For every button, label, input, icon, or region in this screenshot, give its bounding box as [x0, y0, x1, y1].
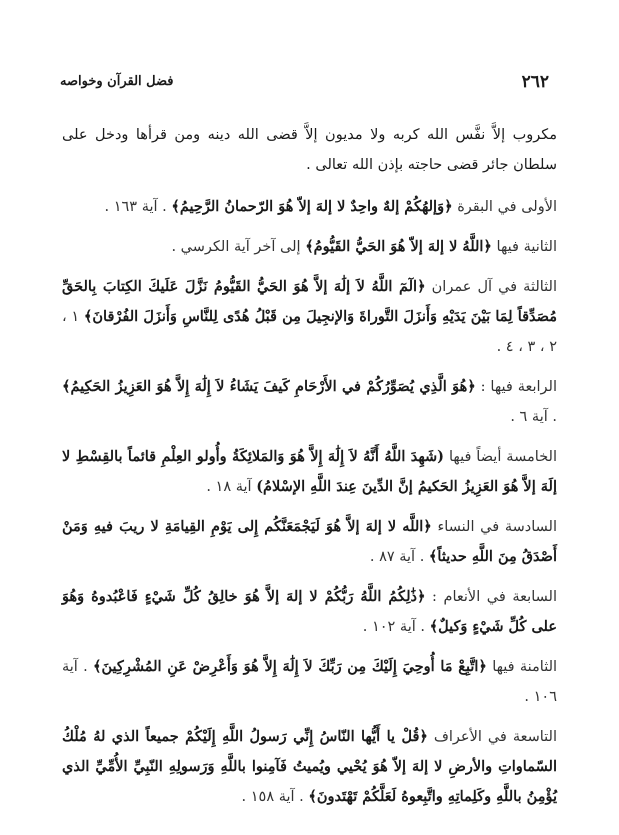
- intro-paragraph: مكروب إلاَّ نفَّس الله كربه ولا مديون إلاَّ قضى الله دينه ومن قرأها ودخل على سلطان جائر قضى حاجته بإذن الله تعالى .: [62, 127, 557, 173]
- verse-3-text: ﴿الٓمٓ اللَّهُ لاَ إلَٰهَ إلاَّ هُوَ الحَيُّ القَيُّومُ نَزَّلَ عَلَيكَ الكِتابَ بِالحَقِّ مُصَدِّقاً لِمَا بَيْنَ يَدَيْهِ وَأَنزَلَ التَّوراةَ وَالإنجِيلَ مِن قَبْلُ هُدًى لِلنَّاسِ وَأَنزَلَ الفُرْقانَ﴾: [62, 278, 557, 325]
- verse-8-lead: الثامنة فيها: [492, 659, 558, 675]
- verse-paragraph-1: [62, 192, 557, 222]
- verse-4-text: ﴿هُوَ الَّذِي يُصَوِّرُكُمْ في الأَرْحَامِ كَيفَ يَشَاءُ لاَ إِلَٰهَ إِلاَّ هُوَ العَزِيزُ الحَكِيمُ﴾: [62, 378, 476, 395]
- verse-9-ref: . آية ١٥٨ .: [241, 789, 304, 805]
- page-number: ٢٦٢: [521, 72, 549, 92]
- verse-6-text: ﴿اللَّه لا إلهَ إلاَّ هُوَ لَيَجْمَعَنَّكُم إِلى يَوْمِ القِيامَةِ لا ريبَ فيهِ وَمَنْ أَصْدَقُ مِنَ اللَّهِ حديثاً﴾: [62, 518, 557, 565]
- verse-7-ref: . آية ١٠٢ .: [362, 619, 425, 635]
- verse-paragraph-5: [62, 442, 557, 502]
- verse-1-ref: . آية ١٦٣ .: [104, 199, 167, 215]
- verse-9-lead: التاسعة في الأعراف: [433, 729, 557, 745]
- verse-paragraph-4: [62, 372, 557, 432]
- page-body: [62, 120, 557, 822]
- verse-3-ref: ١ ، ٢ ، ٣ ، ٤ .: [62, 309, 557, 355]
- verse-7-lead: السابعة في الأنعام :: [432, 589, 558, 605]
- verse-2-ref: إلى آخر آية الكرسي .: [171, 239, 301, 255]
- verse-paragraph-3: [62, 272, 557, 362]
- verse-3-lead: الثالثة في آل عمران: [431, 279, 557, 295]
- verse-4-lead: الرابعة فيها :: [480, 379, 558, 395]
- verse-paragraph-9: [62, 722, 557, 812]
- verse-2-lead: الثانية فيها: [496, 239, 557, 255]
- book-title: فضل القرآن وخواصه: [60, 74, 174, 89]
- verse-paragraph-2: [62, 232, 557, 262]
- verse-6-lead: السادسة في النساء: [437, 519, 557, 535]
- verse-8-ref: . آية ١٠٦ .: [62, 659, 557, 705]
- verse-1-lead: الأولى في البقرة: [457, 199, 557, 215]
- verse-7-text: ﴿ذَٰلِكُمُ اللَّهُ رَبُّكُمْ لا إلهَ إلاَّ هُوَ خالِقُ كُلِّ شَيْءٍ فَاعْبُدوهُ وَهُوَ على كُلِّ شَيْءٍ وَكيلٌ﴾: [62, 588, 557, 635]
- verse-5-text: (شَهِدَ اللَّهُ أَنَّهُ لاَ إِلَٰهَ إِلاَّ هُوَ وَالمَلائِكَةُ وأُولو العِلْمِ قائماً بالقِسْطِ لا إلَهَ إلاَّ هُوَ العَزِيزُ الحَكيمُ إنَّ الدِّينَ عِندَ اللَّهِ الإسْلامُ): [62, 448, 557, 495]
- verse-paragraph-6: [62, 512, 557, 572]
- verse-5-ref: آية ١٨ .: [206, 479, 252, 495]
- verse-4-ref: . آية ٦ .: [510, 409, 557, 425]
- verse-paragraph-8: [62, 652, 557, 712]
- verse-6-ref: . آية ٨٧ .: [369, 549, 425, 565]
- verse-9-text: ﴿قُلْ يا أَيُّها النّاسُ إِنِّي رَسولُ اللَّهِ إِلَيْكُمْ جميعاً الذي لهُ مُلْكُ السّماواتِ والأرضِ لا إلهَ إلاّ هُوَ يُحْيي ويُميتُ فَآمِنوا باللَّهِ وَرَسولِهِ النّبِيِّ الأُمِّيِّ الذي يُؤْمِنُ باللَّهِ وكَلِماتِهِ واتَّبِعوهُ لَعَلَّكُمْ تَهْتَدونَ﴾: [62, 728, 557, 805]
- verse-5-lead: الخامسة أيضاً فيها: [448, 449, 557, 465]
- verse-paragraph-7: [62, 582, 557, 642]
- verse-8-text: ﴿اتَّبِعْ مَا أُوحِيَ إِلَيْكَ مِن رَبِّكَ لاَ إِلَٰهَ إِلاَّ هُوَ وَأَعْرِضْ عَنِ المُشْرِكِينَ﴾: [93, 658, 487, 675]
- verse-2-text: ﴿اللَّهُ لا إلهَ إلاّ هُوَ الحَيُّ القَيُّومُ﴾: [305, 238, 492, 255]
- page-header: [60, 72, 549, 94]
- verse-1-text: ﴿وَإلهُكُمْ إلهٌ واحِدٌ لا إلهَ إلاّ هُوَ الرّحمانُ الرَّحِيمُ﴾: [171, 198, 453, 215]
